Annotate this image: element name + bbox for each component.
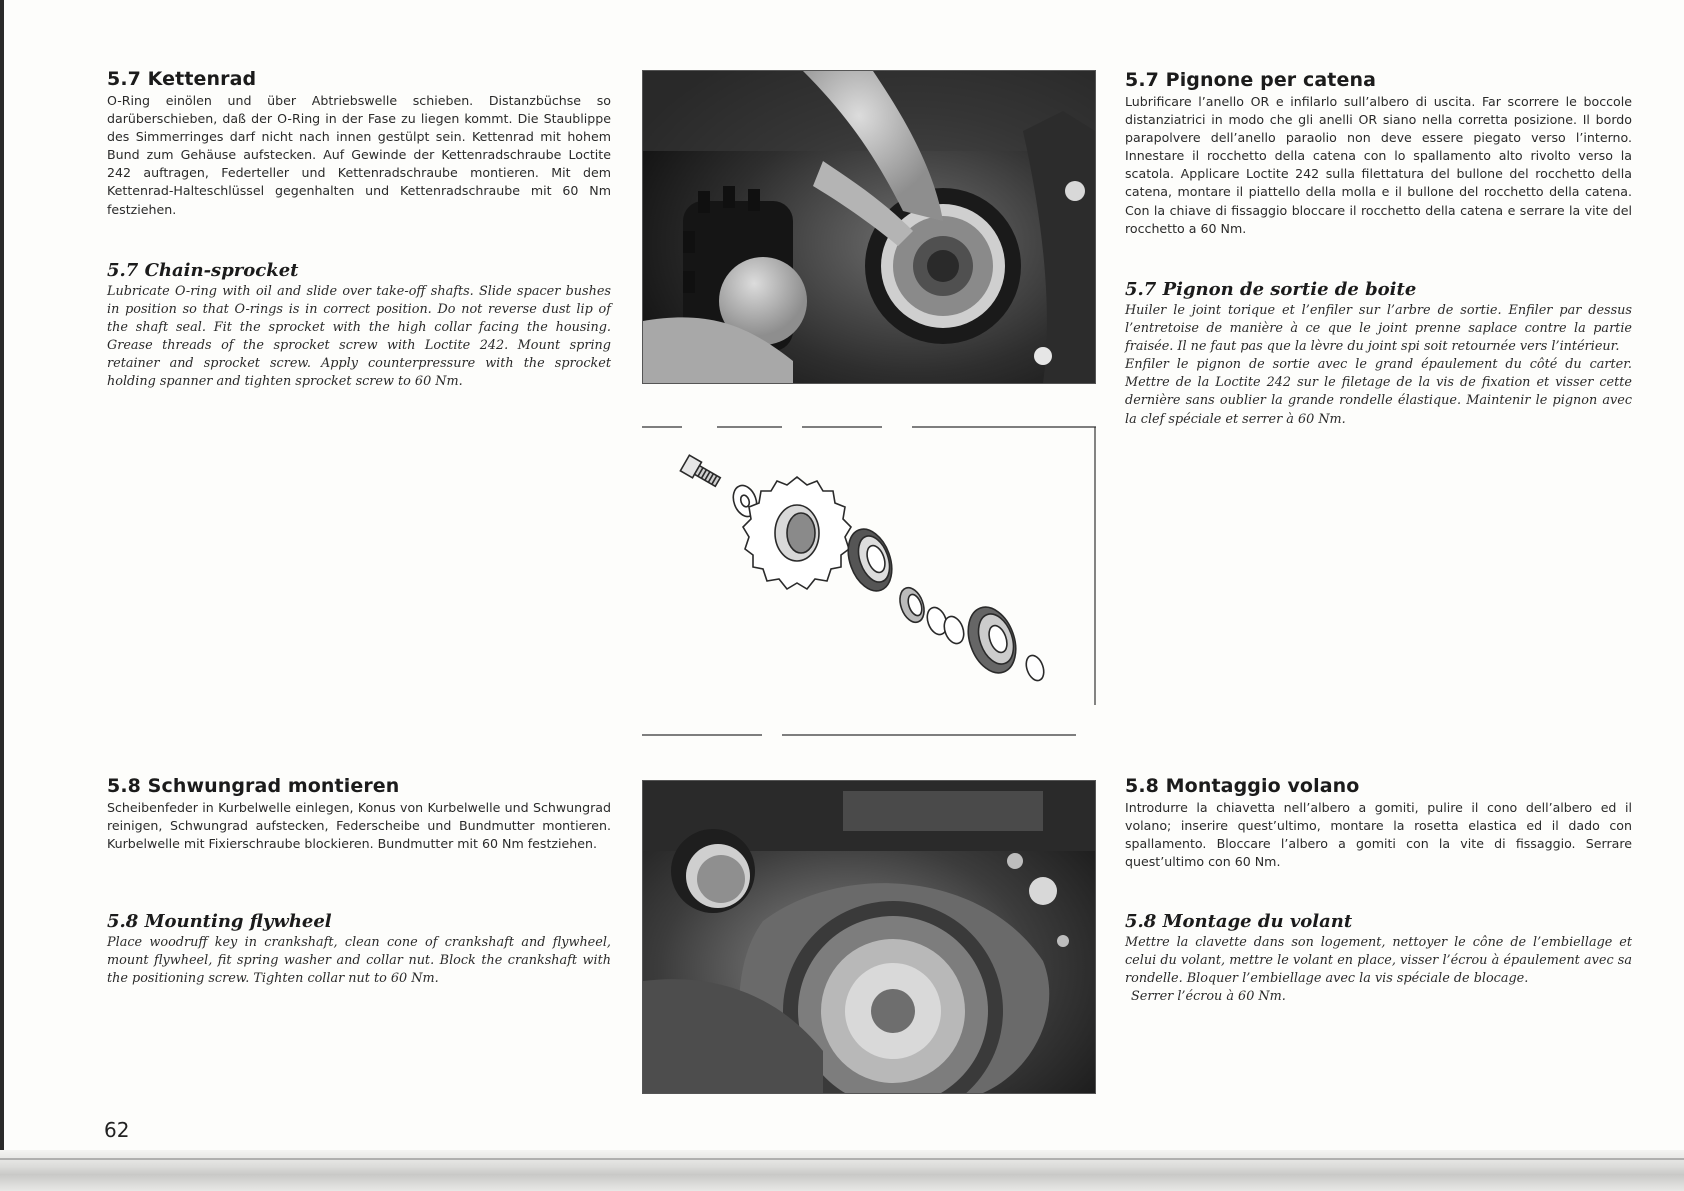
section-5-8-italian	[1125, 775, 1632, 871]
photo-flywheel-mounting	[642, 780, 1096, 1094]
text-5-7-fr-1: Huiler le joint torique et l’enfiler sur l’arbre de sortie. Enfiler par dessus l’entretoise de manière à ce que le joint prenne saplace contre la partie fraisée. Il ne faut pas que la lèvre du joint spi soit retournée vers l’intérieur.	[1125, 303, 1632, 355]
page-edge	[0, 0, 4, 1191]
text-5-8-en: Place woodruff key in crankshaft, clean cone of crankshaft and flywheel, mount flywheel, fit spring washer and collar nut. Block the crankshaft with the positioning screw. Tighten collar nut to 60 Nm.	[107, 935, 611, 987]
heading-5-8-en: 5.8 Mounting flywheel	[107, 911, 332, 932]
text-5-7-fr-2: Enfiler le pignon de sortie avec le grand épaulement du côté du carter. Mettre de la Loctite 242 sur le filetage de la vis de fixation et visser cette dernière sans oublier la grande rondelle élastique. Maintenir le pignon avec la clef spéciale et serrer à 60 Nm.	[1125, 357, 1632, 427]
page-bottom-shadow	[0, 1150, 1684, 1191]
text-5-8-it: Introdurre la chiavetta nell’albero a gomiti, pulire il cono dell’albero ed il volano; inserire quest’ultimo, montare la rosetta elastica ed il dado con spallamento. Bloccare l’albero a gomiti con la vite di fissaggio. Serrare quest’ultimo con 60 Nm.	[1125, 800, 1632, 870]
exploded-view-sprocket-diagram	[642, 425, 1096, 737]
heading-5-8-fr: 5.8 Montage du volant	[1125, 911, 1353, 932]
section-5-8-german	[107, 775, 611, 853]
section-5-8-english	[107, 911, 611, 988]
text-5-7-it: Lubrificare l’anello OR e infilarlo sull’albero di uscita. Far scorrere le boccole distanziatrici in modo che gli anelli OR siano nella corretta posizione. Il bordo parapolvere dell’anello paraolio non deve essere piegato verso l’interno. Innestare il rocchetto della catena con lo spallamento alto rivolto verso la scatola. Applicare Loctite 242 sulla filettatura del bullone del rocchetto della catena, montare il piattello della molla e il bullone del rocchetto della catena. Con la chiave di fissaggio bloccare il rocchetto della catena e serrare la vite del rocchetto a 60 Nm.	[1125, 94, 1632, 236]
text-5-8-fr-2: Serrer l’écrou à 60 Nm.	[1131, 989, 1286, 1005]
section-5-7-english	[107, 260, 611, 392]
page-number: 62	[104, 1118, 130, 1142]
section-5-8-french	[1125, 911, 1632, 1006]
text-5-8-fr-1: Mettre la clavette dans son logement, nettoyer le cône de l’embiellage et celui du volant, mettre le volant en place, visser l’écrou à épaulement avec sa rondelle. Bloquer l’embiellage avec la vis spéciale de blocage.	[1125, 935, 1632, 987]
heading-5-8-it: 5.8 Montaggio volano	[1125, 775, 1360, 797]
heading-5-7-de: 5.7 Kettenrad	[107, 68, 257, 90]
text-5-7-de: O-Ring einölen und über Abtriebswelle schieben. Distanzbüchse so darüberschieben, daß der O-Ring in der Fase zu liegen kommt. Die Staublippe des Simmerringes darf nicht nach innen gestülpt sein. Kettenrad mit hohem Bund zum Gehäuse aufstecken. Auf Gewinde der Kettenradschraube Loctite 242 auftragen, Federteller und Kettenradschraube montieren. Mit dem Kettenrad-Halteschlüssel gegenhalten und Kettenradschraube mit 60 Nm festziehen.	[107, 93, 611, 217]
section-5-7-german	[107, 68, 611, 219]
page-bottom-line	[0, 1158, 1684, 1160]
section-5-7-french	[1125, 279, 1632, 429]
heading-5-8-de: 5.8 Schwungrad montieren	[107, 775, 400, 797]
heading-5-7-fr: 5.7 Pignon de sortie de boite	[1125, 279, 1417, 300]
heading-5-7-it: 5.7 Pignone per catena	[1125, 69, 1376, 91]
photo-sprocket-installation	[642, 70, 1096, 384]
text-5-7-en: Lubricate O-ring with oil and slide over take-off shafts. Slide spacer bushes in position so that O-rings is in correct position. Do not reverse dust lip of the shaft seal. Fit the sprocket with the high collar facing the housing. Grease threads of the sprocket screw with Loctite 242. Mount spring retainer and sprocket screw. Apply counterpressure with the sprocket holding spanner and tighten sprocket screw to 60 Nm.	[107, 284, 611, 390]
text-5-8-de: Scheibenfeder in Kurbelwelle einlegen, Konus von Kurbelwelle und Schwungrad reinigen, Schwungrad aufstecken, Federscheibe und Bundmutter montieren. Kurbelwelle mit Fixierschraube blockieren. Bundmutter mit 60 Nm festziehen.	[107, 800, 611, 852]
heading-5-7-en: 5.7 Chain-sprocket	[107, 260, 299, 281]
section-5-7-italian	[1125, 69, 1632, 238]
